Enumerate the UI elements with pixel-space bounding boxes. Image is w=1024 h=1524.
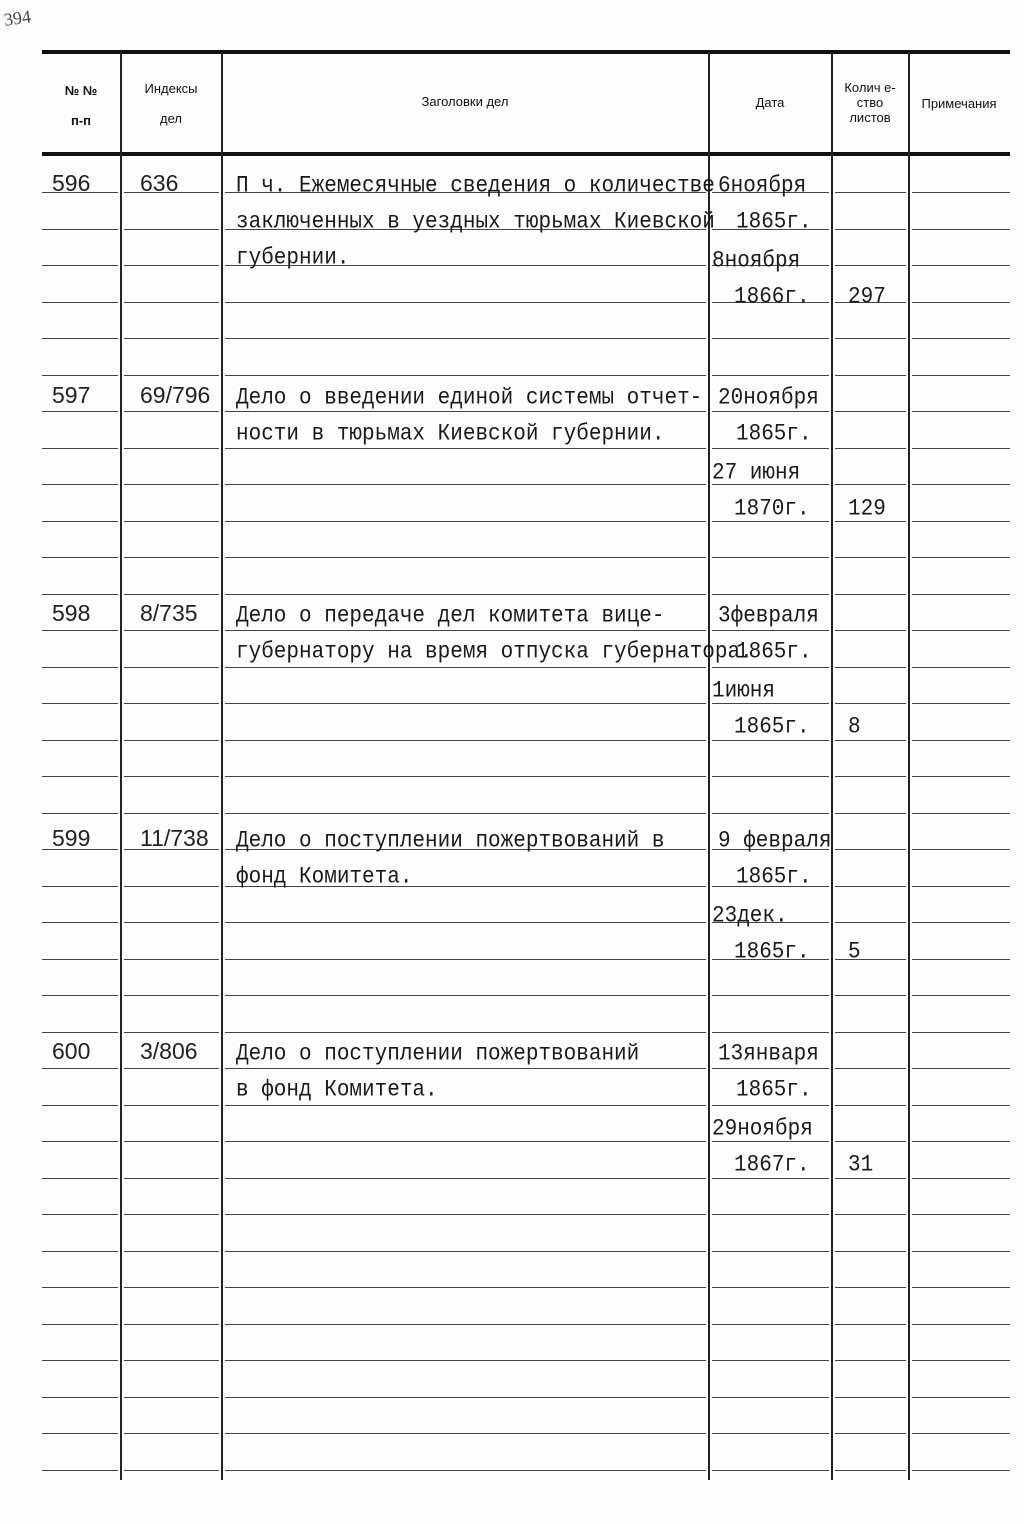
ruled-line	[42, 1032, 118, 1033]
ruled-line	[835, 1470, 906, 1471]
column-divider	[908, 52, 910, 1480]
entry-title-line: ности в тюрьмах Киевской губернии.	[236, 421, 665, 448]
entry-index: 8/735	[140, 600, 198, 626]
ruled-line	[42, 1105, 118, 1106]
ruled-line	[124, 1068, 219, 1069]
ruled-line	[835, 1032, 906, 1033]
ruled-line	[912, 265, 1010, 266]
header-num: № № п-п	[64, 83, 98, 128]
ruled-line	[124, 1287, 219, 1288]
ruled-line	[835, 1433, 906, 1434]
ruled-line	[124, 1214, 219, 1215]
ruled-line	[225, 703, 706, 704]
ruled-line	[912, 375, 1010, 376]
date-to-day: 1июня	[712, 678, 776, 705]
ruled-line	[225, 776, 706, 777]
sheet-count: 8	[848, 714, 861, 741]
ruled-line	[912, 813, 1010, 814]
ruled-line	[912, 776, 1010, 777]
ruled-line	[912, 1287, 1010, 1288]
column-divider	[120, 52, 122, 1480]
ruled-line	[124, 1324, 219, 1325]
entry-number: 597	[52, 382, 91, 408]
entry-title-line: Дело о поступлении пожертвований в	[236, 828, 665, 855]
ruled-line	[912, 557, 1010, 558]
header-sheets: Колич е- ство листов	[844, 80, 896, 125]
ruled-line	[124, 667, 219, 668]
sheet-count: 129	[848, 496, 886, 523]
date-from-day: 9 февраля	[718, 828, 832, 855]
ruled-line	[225, 521, 706, 522]
ruled-line	[225, 1360, 706, 1361]
ruled-line	[912, 703, 1010, 704]
ruled-line	[835, 229, 906, 230]
ruled-line	[912, 959, 1010, 960]
ruled-line	[124, 594, 219, 595]
ruled-line	[42, 886, 118, 887]
ruled-line	[124, 338, 219, 339]
ruled-line	[225, 813, 706, 814]
entry-title-line: губернии.	[236, 245, 350, 272]
ruled-line	[124, 1178, 219, 1179]
ruled-line	[835, 849, 906, 850]
ruled-line	[42, 813, 118, 814]
ruled-line	[124, 1141, 219, 1142]
ruled-line	[835, 411, 906, 412]
ruled-line	[912, 849, 1010, 850]
ruled-line	[124, 302, 219, 303]
date-from-year: 1865г.	[736, 1077, 812, 1104]
ruled-line	[912, 630, 1010, 631]
ruled-line	[124, 959, 219, 960]
ruled-line	[42, 448, 118, 449]
header-top-rule	[42, 50, 1010, 54]
ruled-line	[124, 630, 219, 631]
column-divider	[708, 52, 710, 1480]
ruled-line	[912, 1360, 1010, 1361]
ruled-line	[42, 557, 118, 558]
ruled-line	[712, 594, 829, 595]
entry-index: 11/738	[140, 825, 209, 851]
date-to-year: 1867г.	[734, 1152, 810, 1179]
ruled-line	[124, 265, 219, 266]
ruled-line	[835, 1105, 906, 1106]
date-to-year: 1865г.	[734, 714, 810, 741]
ruled-line	[124, 995, 219, 996]
entry-title-line: Дело о введении единой системы отчет-	[236, 385, 703, 412]
ruled-line	[835, 740, 906, 741]
ruled-line	[835, 1251, 906, 1252]
ruled-line	[42, 1068, 118, 1069]
ruled-line	[912, 411, 1010, 412]
ruled-line	[835, 922, 906, 923]
date-from-year: 1865г.	[736, 639, 812, 666]
entry-title-line: заключенных в уездных тюрьмах Киевской	[236, 209, 715, 236]
ruled-line	[912, 667, 1010, 668]
ruled-line	[225, 667, 706, 668]
ruled-line	[124, 703, 219, 704]
ruled-line	[912, 302, 1010, 303]
ruled-line	[42, 484, 118, 485]
ruled-line	[912, 594, 1010, 595]
ruled-line	[124, 922, 219, 923]
ruled-line	[225, 1287, 706, 1288]
ruled-line	[835, 995, 906, 996]
ruled-line	[42, 922, 118, 923]
ruled-line	[835, 959, 906, 960]
ruled-line	[712, 1105, 829, 1106]
ruled-line	[225, 1397, 706, 1398]
date-to-year: 1870г.	[734, 496, 810, 523]
entry-title-line: фонд Комитета.	[236, 864, 413, 891]
ruled-line	[42, 1324, 118, 1325]
header-notes: Примечания	[921, 96, 997, 111]
ruled-line	[124, 521, 219, 522]
ruled-line	[42, 1360, 118, 1361]
ruled-line	[912, 1433, 1010, 1434]
ruled-line	[835, 813, 906, 814]
ruled-line	[124, 448, 219, 449]
sheet-count: 297	[848, 284, 886, 311]
ruled-line	[42, 521, 118, 522]
ruled-line	[42, 338, 118, 339]
entry-title-line: Дело о поступлении пожертвований	[236, 1041, 640, 1068]
ruled-line	[42, 302, 118, 303]
ruled-line	[124, 886, 219, 887]
ruled-line	[912, 484, 1010, 485]
page-number: 394	[2, 6, 33, 30]
ruled-line	[712, 557, 829, 558]
ruled-line	[42, 630, 118, 631]
column-divider	[831, 52, 833, 1480]
date-to-year: 1865г.	[734, 939, 810, 966]
sheet-count: 5	[848, 939, 861, 966]
ruled-line	[835, 1214, 906, 1215]
ruled-line	[225, 484, 706, 485]
ruled-line	[912, 1251, 1010, 1252]
ruled-line	[835, 776, 906, 777]
ruled-line	[912, 995, 1010, 996]
ruled-line	[42, 229, 118, 230]
ruled-line	[225, 922, 706, 923]
ruled-line	[124, 813, 219, 814]
ruled-line	[712, 375, 829, 376]
ruled-line	[912, 1105, 1010, 1106]
ruled-line	[912, 1032, 1010, 1033]
entry-number: 596	[52, 170, 91, 196]
ruled-line	[225, 1324, 706, 1325]
ruled-line	[712, 1287, 829, 1288]
ruled-line	[42, 667, 118, 668]
ruled-line	[912, 448, 1010, 449]
ruled-line	[42, 375, 118, 376]
ruled-line	[42, 1141, 118, 1142]
ruled-line	[912, 521, 1010, 522]
ruled-line	[225, 740, 706, 741]
ruled-line	[712, 1470, 829, 1471]
date-to-year: 1866г.	[734, 284, 810, 311]
ruled-line	[912, 1470, 1010, 1471]
entry-title-line: в фонд Комитета.	[236, 1077, 438, 1104]
ruled-line	[225, 1251, 706, 1252]
date-from-day: 6ноября	[718, 173, 807, 200]
ruled-line	[712, 1433, 829, 1434]
ruled-line	[712, 1324, 829, 1325]
ruled-line	[835, 667, 906, 668]
ruled-line	[712, 1251, 829, 1252]
ruled-line	[124, 1470, 219, 1471]
ruled-line	[712, 995, 829, 996]
ruled-line	[124, 1397, 219, 1398]
ruled-line	[225, 375, 706, 376]
ruled-line	[835, 1360, 906, 1361]
date-from-day: 13января	[718, 1041, 819, 1068]
ruled-line	[225, 1214, 706, 1215]
ruled-line	[835, 886, 906, 887]
ruled-line	[912, 1178, 1010, 1179]
ruled-line	[912, 886, 1010, 887]
entry-number: 599	[52, 825, 91, 851]
ruled-line	[712, 1214, 829, 1215]
ruled-line	[124, 1360, 219, 1361]
header-date: Дата	[755, 95, 785, 110]
ruled-line	[712, 338, 829, 339]
ruled-line	[124, 375, 219, 376]
ruled-line	[912, 1214, 1010, 1215]
ruled-line	[225, 1433, 706, 1434]
entry-number: 600	[52, 1038, 91, 1064]
ruled-line	[225, 1141, 706, 1142]
date-from-year: 1865г.	[736, 864, 812, 891]
ruled-line	[712, 1397, 829, 1398]
ruled-line	[42, 740, 118, 741]
ruled-line	[912, 1397, 1010, 1398]
ruled-line	[124, 557, 219, 558]
ruled-line	[835, 1068, 906, 1069]
ruled-line	[225, 557, 706, 558]
ruled-line	[42, 411, 118, 412]
ruled-line	[42, 959, 118, 960]
ruled-line	[42, 1470, 118, 1471]
header-title: Заголовки дел	[421, 94, 509, 109]
ruled-line	[912, 1068, 1010, 1069]
entry-title-line: губернатору на время отпуска губернатора.	[236, 639, 753, 666]
ruled-line	[42, 1178, 118, 1179]
ruled-line	[835, 484, 906, 485]
ruled-line	[912, 922, 1010, 923]
ruled-line	[835, 1324, 906, 1325]
ruled-line	[225, 1470, 706, 1471]
ruled-line	[225, 959, 706, 960]
ruled-line	[124, 1105, 219, 1106]
ruled-line	[124, 229, 219, 230]
ruled-line	[42, 703, 118, 704]
ruled-line	[712, 1360, 829, 1361]
entry-title-line: Дело о передаче дел комитета вице-	[236, 603, 665, 630]
date-to-day: 8ноября	[712, 248, 801, 275]
ruled-line	[42, 1433, 118, 1434]
ruled-line	[912, 229, 1010, 230]
ruled-line	[42, 1397, 118, 1398]
ruled-line	[912, 740, 1010, 741]
date-to-day: 23дек.	[712, 903, 788, 930]
ruled-line	[835, 1141, 906, 1142]
ruled-line	[42, 265, 118, 266]
ruled-line	[124, 1032, 219, 1033]
ruled-line	[912, 1141, 1010, 1142]
ruled-line	[124, 776, 219, 777]
date-from-year: 1865г.	[736, 421, 812, 448]
ruled-line	[225, 1032, 706, 1033]
ruled-line	[42, 1251, 118, 1252]
date-to-day: 27 июня	[712, 460, 801, 487]
entry-number: 598	[52, 600, 91, 626]
ruled-line	[712, 1032, 829, 1033]
ruled-line	[225, 302, 706, 303]
ruled-line	[225, 1178, 706, 1179]
ruled-line	[712, 667, 829, 668]
ruled-line	[225, 338, 706, 339]
ruled-line	[835, 448, 906, 449]
ruled-line	[42, 995, 118, 996]
date-to-day: 29ноября	[712, 1116, 813, 1143]
ruled-line	[912, 192, 1010, 193]
ruled-line	[835, 1287, 906, 1288]
ruled-line	[912, 1324, 1010, 1325]
column-divider	[221, 52, 223, 1480]
ruled-line	[124, 740, 219, 741]
ruled-line	[42, 594, 118, 595]
entry-index: 636	[140, 170, 179, 196]
ruled-line	[124, 1251, 219, 1252]
ruled-line	[712, 776, 829, 777]
ruled-line	[712, 813, 829, 814]
date-from-day: 20ноября	[718, 385, 819, 412]
ruled-line	[42, 1214, 118, 1215]
ruled-line	[835, 375, 906, 376]
ruled-line	[124, 411, 219, 412]
date-from-day: 3февраля	[718, 603, 819, 630]
header-index: Индексы дел	[144, 81, 198, 126]
ruled-line	[835, 557, 906, 558]
ruled-line	[225, 995, 706, 996]
ruled-line	[42, 1287, 118, 1288]
ruled-line	[225, 1105, 706, 1106]
ruled-line	[42, 776, 118, 777]
ruled-line	[835, 703, 906, 704]
entry-title-line: П ч. Ежемесячные сведения о количестве	[236, 173, 715, 200]
date-from-year: 1865г.	[736, 209, 812, 236]
entry-index: 3/806	[140, 1038, 198, 1064]
ruled-line	[835, 192, 906, 193]
ruled-line	[835, 265, 906, 266]
ruled-line	[912, 338, 1010, 339]
header-bottom-rule	[42, 152, 1010, 156]
ruled-line	[124, 484, 219, 485]
ruled-line	[835, 1397, 906, 1398]
ruled-line	[124, 1433, 219, 1434]
sheet-count: 31	[848, 1152, 874, 1179]
ruled-line	[225, 594, 706, 595]
ruled-line	[835, 338, 906, 339]
entry-index: 69/796	[140, 382, 211, 408]
ruled-line	[835, 630, 906, 631]
ruled-line	[835, 594, 906, 595]
